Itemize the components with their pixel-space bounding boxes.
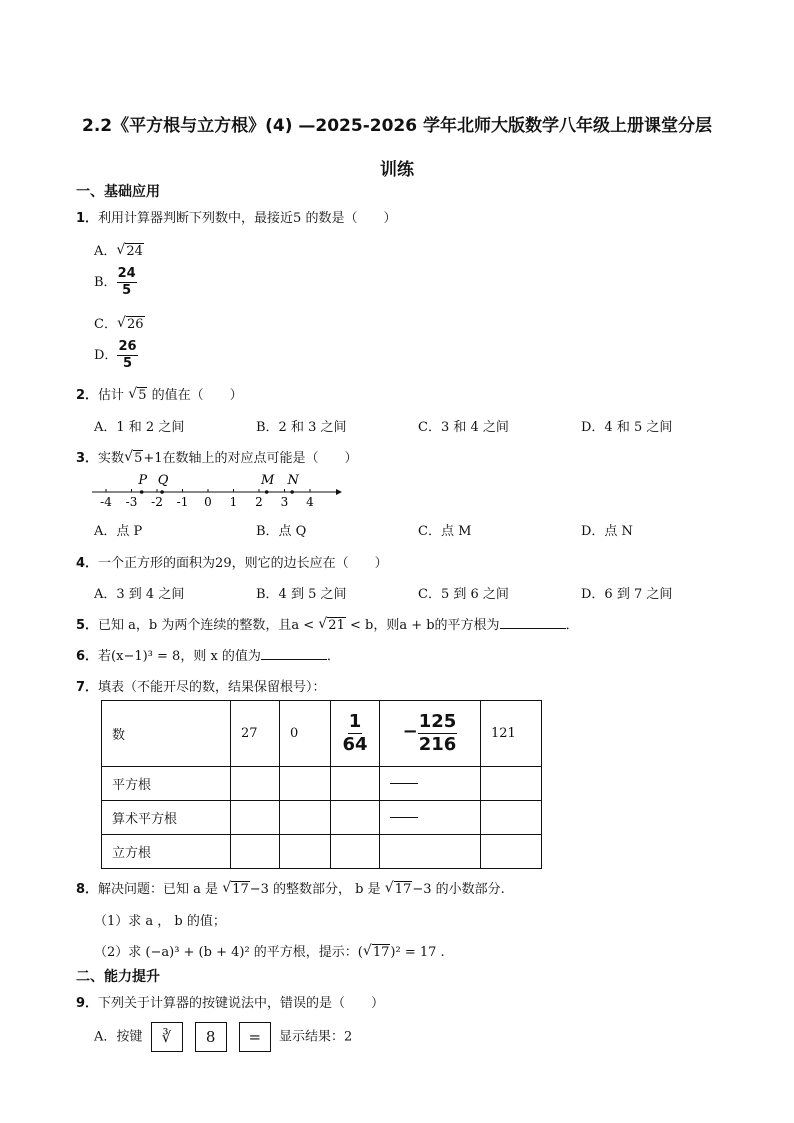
document-title <box>40 104 754 192</box>
table-header-cell: 数 <box>102 701 231 767</box>
table-row <box>102 801 542 835</box>
tick-label: 2 <box>255 495 263 509</box>
table-cell: 27 <box>231 701 280 767</box>
q4-option-b: B．4 到 5 之间 <box>256 587 347 602</box>
question-8: 8．解决问题：已知 a 是 √ 17−3 的整数部分， b 是 √ 17−3 的小数部分. <box>76 878 505 897</box>
q2-option-b: B．2 和 3 之间 <box>256 420 347 435</box>
calculator-key-equals: = <box>239 1022 271 1052</box>
q1-option-b: B． $\frac{24}{5}$ <box>94 266 136 298</box>
section-heading-advanced: 二、能力提升 <box>76 969 160 985</box>
sqrt-symbol: √ 17 <box>363 945 391 960</box>
sqrt-symbol: √ 17 <box>385 882 413 897</box>
q2-option-a: A．1 和 2 之间 <box>94 420 185 435</box>
dash-mark <box>390 817 418 818</box>
fraction: $\frac{26}{5}$ <box>118 339 137 371</box>
tick-label: -1 <box>176 495 189 509</box>
question-text: 利用计算器判断下列数中，最接近5 的数是（ ） <box>98 211 397 226</box>
table-cell: 121 <box>481 701 542 767</box>
table-row-label: 立方根 <box>102 835 231 869</box>
section-heading-basic: 一、基础应用 <box>76 184 160 200</box>
answer-blank <box>261 647 327 660</box>
q1-option-a: A．√ 24 <box>94 240 144 259</box>
q3-option-b: B．点 Q <box>256 524 307 539</box>
table-row <box>102 835 542 869</box>
table-row <box>102 701 542 767</box>
sqrt-symbol: √ 21 <box>318 618 346 633</box>
table-cell <box>331 701 380 767</box>
q2-option-d: D．4 和 5 之间 <box>581 420 673 435</box>
table-row-label: 算术平方根 <box>102 801 231 835</box>
table-cell: − $\frac{125}{216}$ <box>380 701 481 767</box>
sqrt-symbol: √ 26 <box>117 317 145 332</box>
number-line <box>90 470 350 510</box>
tick-label: 4 <box>306 495 314 509</box>
q8-subquestion-2: （2）求 (−a)³ + (b + 4)² 的平方根，提示：(√ 17)² = 17 . <box>94 941 445 960</box>
sqrt-symbol: √ 17 <box>222 882 250 897</box>
question-4: 4．一个正方形的面积为29，则它的边长应在（ ） <box>76 556 388 571</box>
calculator-key-cube-root: ∛ <box>151 1022 183 1052</box>
question-5: 5．已知 a，b 为两个连续的整数，且a < √ 21 < b，则a + b的平方根为 ． <box>76 614 579 633</box>
q2-option-c: C．3 和 4 之间 <box>418 420 509 435</box>
title-line-2: 训练 <box>380 160 414 180</box>
question-2: 2．估计 √ 5 的值在（ ） <box>76 384 243 403</box>
q3-option-a: A．点 P <box>94 524 143 539</box>
tick-label: -3 <box>125 495 138 509</box>
point-label: M <box>260 473 275 488</box>
q3-option-d: D．点 N <box>581 524 633 539</box>
question-6: 6．若(x−1)³ = 8，则 x 的值为 ． <box>76 649 340 664</box>
axis-arrow <box>336 489 342 495</box>
q4-option-c: C．5 到 6 之间 <box>418 587 509 602</box>
sqrt-symbol: √ 24 <box>116 244 144 259</box>
q9-option-a: A．按键 ∛ 8 = 显示结果：2 <box>94 1022 352 1052</box>
q1-option-d: D． $\frac{26}{5}$ <box>94 339 137 371</box>
title-line-1: 2.2《平方根与立方根》(4) —2025-2026 学年北师大版数学八年级上册课堂分层 <box>81 116 712 136</box>
point-marker <box>140 490 144 494</box>
table-row-label: 平方根 <box>102 767 231 801</box>
question-1 <box>76 207 396 226</box>
question-7: 7．填表（不能开尽的数，结果保留根号）： <box>76 680 326 695</box>
tick-label: 3 <box>280 495 289 509</box>
tick-label: -4 <box>100 495 112 509</box>
calculator-key-8: 8 <box>195 1022 227 1052</box>
point-label: N <box>287 473 299 488</box>
fraction: $\frac{24}{5}$ <box>117 266 136 298</box>
fraction: $\frac{125}{216}$ <box>418 711 457 755</box>
sqrt-symbol: √ 5 <box>128 388 147 403</box>
question-3: 3．实数√ 5+1在数轴上的对应点可能是（ ） <box>76 447 358 466</box>
question-9: 9．下列关于计算器的按键说法中，错误的是（ ） <box>76 996 385 1011</box>
fill-in-table <box>101 700 542 869</box>
point-marker <box>265 490 269 494</box>
point-label: Q <box>157 473 169 488</box>
table-cell: 0 <box>280 701 331 767</box>
tick-label: 1 <box>229 495 238 509</box>
q4-option-a: A．3 到 4 之间 <box>94 587 185 602</box>
q3-option-c: C．点 M <box>418 524 472 539</box>
q4-option-d: D．6 到 7 之间 <box>581 587 673 602</box>
point-marker <box>290 490 294 494</box>
point-marker <box>160 490 164 494</box>
q1-option-c: C．√ 26 <box>94 313 145 332</box>
answer-blank <box>500 616 566 629</box>
dash-mark <box>390 783 418 784</box>
point-label: P <box>138 473 148 488</box>
tick-label: -2 <box>151 495 163 509</box>
q8-subquestion-1: （1）求 a ， b 的值； <box>94 914 226 929</box>
question-number: 1． <box>76 211 99 226</box>
fraction: $\frac{1}{64}$ <box>342 711 368 755</box>
tick-label: 0 <box>204 495 212 509</box>
table-row <box>102 767 542 801</box>
sqrt-symbol: √ 5 <box>124 451 143 466</box>
